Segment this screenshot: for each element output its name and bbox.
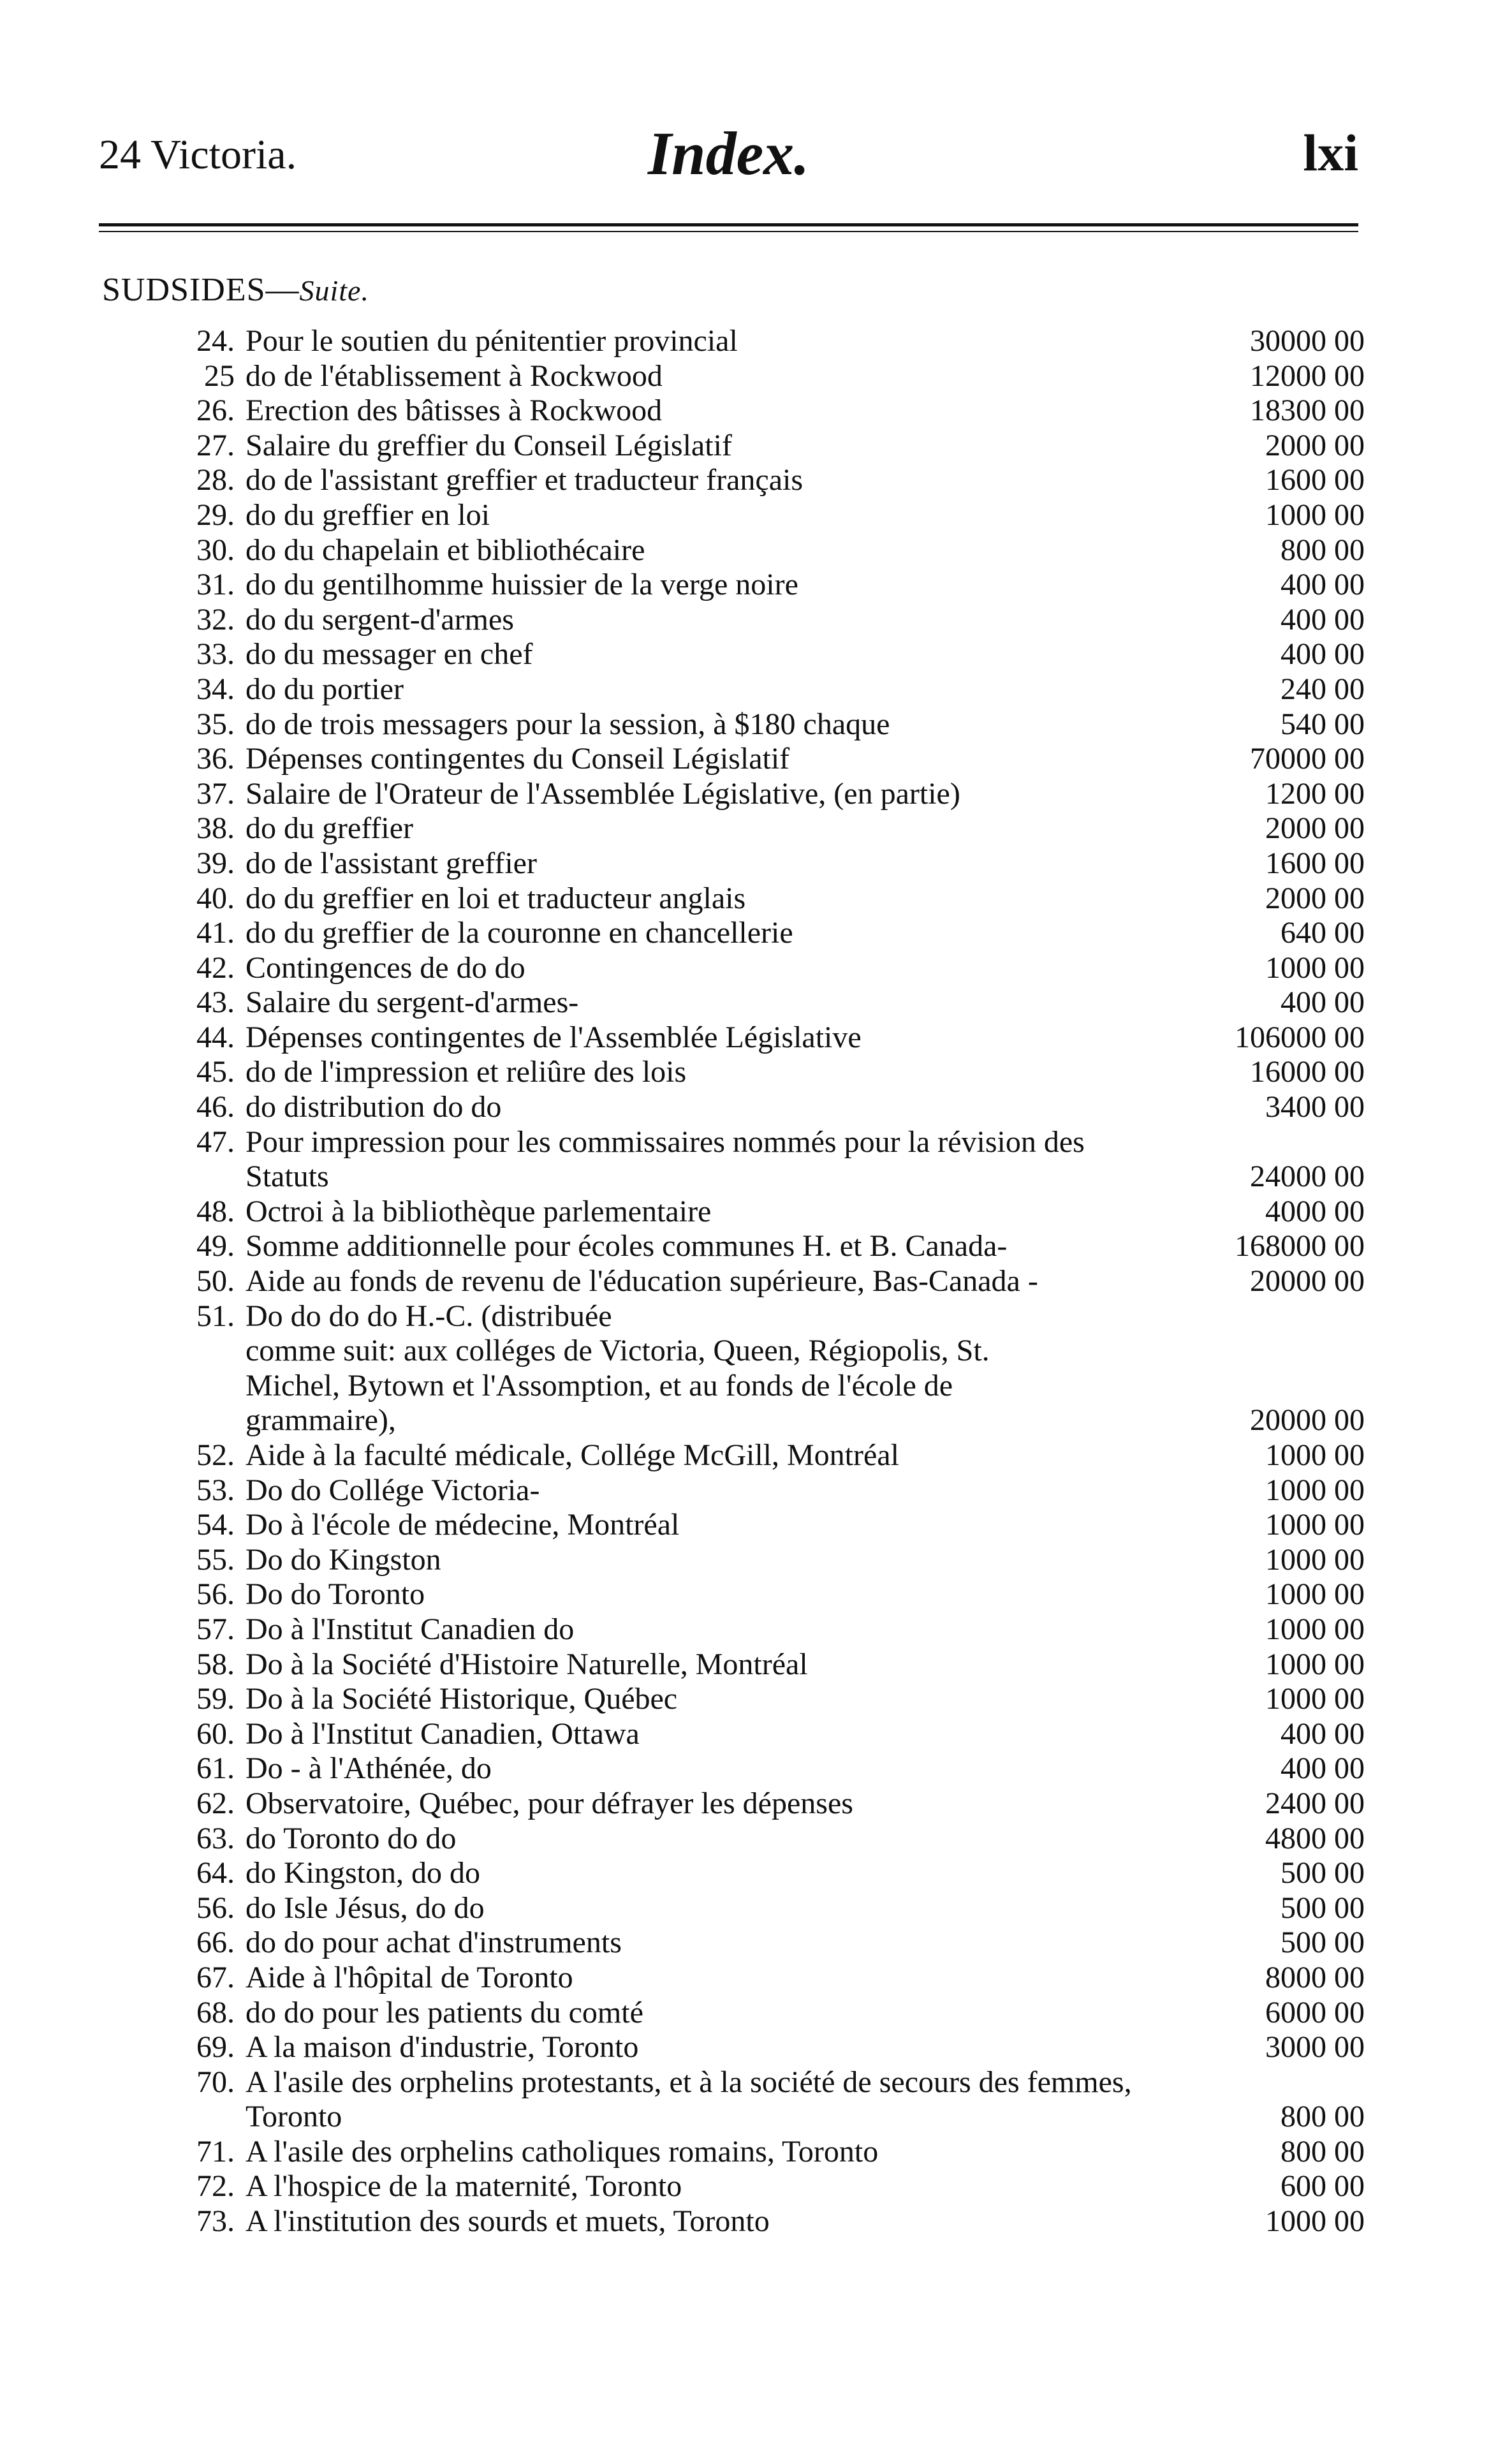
entry-row [0, 394, 1512, 429]
entry-number: 53. [196, 1473, 235, 1507]
entry-row [0, 2169, 1512, 2204]
entry-description: Michel, Bytown et l'Assomption, et au fonds de l'école de [246, 1368, 953, 1403]
entry-description: do Toronto do do [246, 1821, 457, 1855]
entry-amount: 4800 00 [1265, 1821, 1365, 1855]
entry-number: 56. [196, 1890, 235, 1925]
entry-amount: 20000 00 [1250, 1403, 1365, 1438]
entry-row [0, 1787, 1512, 1822]
entry-description: do du portier [246, 672, 404, 706]
entry-row [0, 1577, 1512, 1612]
entry-amount: 240 00 [1281, 672, 1365, 706]
entry-row [0, 359, 1512, 394]
entry-amount: 6000 00 [1265, 1995, 1365, 2030]
entry-amount: 2000 00 [1265, 881, 1365, 915]
entry-row [0, 1717, 1512, 1752]
entry-number: 33. [196, 637, 235, 672]
entry-number: 67. [196, 1960, 235, 1994]
entry-row [0, 568, 1512, 603]
entry-amount: 1600 00 [1265, 463, 1365, 497]
entry-amount: 640 00 [1281, 916, 1365, 950]
entry-description: Octroi à la bibliothèque parlementaire [246, 1194, 712, 1228]
entry-number: 24. [196, 324, 235, 358]
entry-description: Toronto [246, 2100, 342, 2134]
entry-amount: 1000 00 [1265, 1438, 1365, 1472]
entry-amount: 1000 00 [1265, 950, 1365, 985]
entry-amount: 400 00 [1281, 1716, 1365, 1751]
entry-row [0, 811, 1512, 846]
entry-row [0, 1369, 1512, 1404]
entry-row [0, 1160, 1512, 1195]
entry-description: do de trois messagers pour la session, à $180 chaque [246, 707, 890, 741]
entry-row [0, 1090, 1512, 1125]
entry-row [0, 951, 1512, 986]
entry-description: Do - à l'Athénée, do [246, 1751, 492, 1786]
entry-amount: 800 00 [1281, 2100, 1365, 2134]
entry-number: 41. [196, 916, 235, 950]
entry-number: 55. [196, 1542, 235, 1577]
entry-number: 70. [196, 2065, 235, 2099]
entry-description: do distribution do do [246, 1090, 502, 1124]
entry-number: 68. [196, 1995, 235, 2030]
entry-row [0, 637, 1512, 672]
entry-amount: 3400 00 [1265, 1090, 1365, 1124]
entry-row [0, 777, 1512, 812]
entry-row [0, 1125, 1512, 1160]
entry-amount: 168000 00 [1235, 1229, 1365, 1264]
entry-row [0, 2135, 1512, 2170]
entry-description: Salaire du sergent-d'armes- [246, 985, 579, 1020]
section-heading [102, 271, 369, 309]
entry-description: do du greffier [246, 811, 414, 846]
entry-amount: 400 00 [1281, 1751, 1365, 1786]
entry-description: A l'hospice de la maternité, Toronto [246, 2169, 682, 2204]
entry-description: Do à l'Institut Canadien do [246, 1612, 575, 1646]
entry-row [0, 324, 1512, 359]
entry-row [0, 1473, 1512, 1508]
entry-row [0, 1647, 1512, 1683]
entry-row [0, 1020, 1512, 1056]
entry-amount: 1600 00 [1265, 846, 1365, 880]
entry-number: 27. [196, 428, 235, 462]
entry-row [0, 846, 1512, 881]
entry-amount: 1000 00 [1265, 1542, 1365, 1577]
entry-number: 37. [196, 776, 235, 811]
entry-number: 34. [196, 672, 235, 706]
entry-number: 30. [196, 533, 235, 567]
entry-description: Aide à l'hôpital de Toronto [246, 1960, 573, 1994]
entry-amount: 1000 00 [1265, 1612, 1365, 1646]
entry-row [0, 1438, 1512, 1473]
entry-description: do de l'impression et reliûre des lois [246, 1055, 687, 1089]
entry-description: do de l'assistant greffier [246, 846, 537, 880]
entry-number: 39. [196, 846, 235, 880]
entry-amount: 1000 00 [1265, 1682, 1365, 1716]
entry-amount: 500 00 [1281, 1926, 1365, 1960]
entry-row [0, 1195, 1512, 1230]
entry-description: Do à l'école de médecine, Montréal [246, 1508, 680, 1542]
entry-number: 64. [196, 1856, 235, 1890]
entry-row [0, 1891, 1512, 1926]
entry-amount: 400 00 [1281, 568, 1365, 602]
entry-description: comme suit: aux colléges de Victoria, Queen, Régiopolis, St. [246, 1334, 990, 1368]
entry-row [0, 498, 1512, 533]
entry-row [0, 1508, 1512, 1543]
entry-description: Salaire de l'Orateur de l'Assemblée Législative, (en partie) [246, 776, 960, 811]
entry-number: 60. [196, 1716, 235, 1751]
entry-description: do du greffier de la couronne en chancellerie [246, 916, 793, 950]
running-head-left: 24 Victoria. [99, 131, 297, 178]
entry-description: Do do Collége Victoria- [246, 1473, 540, 1507]
entry-amount: 400 00 [1281, 602, 1365, 637]
entry-description: Salaire du greffier du Conseil Législatif [246, 428, 732, 462]
entry-description: do do pour les patients du comté [246, 1995, 643, 2030]
entry-amount: 1000 00 [1265, 1577, 1365, 1612]
entry-row [0, 985, 1512, 1020]
entry-amount: 20000 00 [1250, 1264, 1365, 1299]
entry-number: 28. [196, 463, 235, 497]
entry-description: Pour le soutien du pénitentier provincial [246, 324, 738, 358]
entry-description: A l'asile des orphelins protestants, et à la société de secours des femmes, [246, 2065, 1132, 2099]
entry-row [0, 1264, 1512, 1299]
entry-amount: 600 00 [1281, 2169, 1365, 2204]
entry-description: do de l'assistant greffier et traducteur français [246, 463, 804, 497]
entry-row [0, 1403, 1512, 1438]
entry-description: do de l'établissement à Rockwood [246, 358, 663, 393]
entry-description: Aide au fonds de revenu de l'éducation supérieure, Bas-Canada - [246, 1264, 1038, 1299]
entry-description: A l'institution des sourds et muets, Toronto [246, 2204, 770, 2239]
entry-row [0, 429, 1512, 464]
entry-amount: 500 00 [1281, 1890, 1365, 1925]
entry-number: 38. [196, 811, 235, 846]
entry-description: Do do Toronto [246, 1577, 425, 1612]
entry-description: Statuts [246, 1160, 329, 1194]
entry-row [0, 1822, 1512, 1857]
entry-amount: 800 00 [1281, 533, 1365, 567]
entry-number: 47. [196, 1124, 235, 1159]
entry-list [0, 324, 1512, 2239]
entry-number: 52. [196, 1438, 235, 1472]
entry-number: 59. [196, 1682, 235, 1716]
entry-amount: 18300 00 [1250, 394, 1365, 428]
entry-number: 57. [196, 1612, 235, 1646]
entry-number: 58. [196, 1647, 235, 1681]
entry-row [0, 1229, 1512, 1264]
entry-number: 40. [196, 881, 235, 915]
entry-row [0, 463, 1512, 498]
entry-description: do du greffier en loi et traducteur anglais [246, 881, 746, 915]
entry-number: 44. [196, 1020, 235, 1054]
entry-description: do du sergent-d'armes [246, 602, 514, 637]
entry-description: Observatoire, Québec, pour défrayer les dépenses [246, 1786, 853, 1820]
entry-description: Do do do do H.-C. (distribuée [246, 1299, 612, 1333]
entry-row [0, 1543, 1512, 1578]
entry-amount: 106000 00 [1235, 1020, 1365, 1054]
header-rule-thick [99, 223, 1358, 226]
entry-number: 26. [196, 394, 235, 428]
entry-description: do Isle Jésus, do do [246, 1890, 485, 1925]
entry-number: 45. [196, 1055, 235, 1089]
entry-row [0, 533, 1512, 568]
entry-description: Do à la Société Historique, Québec [246, 1682, 678, 1716]
entry-number: 71. [196, 2134, 235, 2169]
entry-description: Erection des bâtisses à Rockwood [246, 394, 663, 428]
entry-row [0, 1334, 1512, 1369]
entry-amount: 3000 00 [1265, 2030, 1365, 2065]
entry-amount: 800 00 [1281, 2134, 1365, 2169]
entry-number: 49. [196, 1229, 235, 1264]
entry-description: Do à l'Institut Canadien, Ottawa [246, 1716, 640, 1751]
entry-description: Somme additionnelle pour écoles communes H. et B. Canada- [246, 1229, 1008, 1264]
entry-description: do du messager en chef [246, 637, 533, 672]
entry-amount: 1000 00 [1265, 1647, 1365, 1681]
entry-row [0, 1682, 1512, 1717]
entry-amount: 1000 00 [1265, 2204, 1365, 2239]
entry-number: 42. [196, 950, 235, 985]
entry-amount: 1000 00 [1265, 1508, 1365, 1542]
entry-number: 72. [196, 2169, 235, 2204]
entry-row [0, 672, 1512, 707]
running-head-title: Index. [647, 119, 810, 188]
entry-number: 36. [196, 742, 235, 776]
entry-number: 48. [196, 1194, 235, 1228]
entry-description: Dépenses contingentes de l'Assemblée Législative [246, 1020, 862, 1054]
entry-amount: 500 00 [1281, 1856, 1365, 1890]
entry-number: 50. [196, 1264, 235, 1299]
entry-description: do du greffier en loi [246, 497, 490, 532]
entry-row [0, 2204, 1512, 2239]
entry-number: 62. [196, 1786, 235, 1820]
section-title: SUDSIDES— [102, 272, 300, 308]
entry-amount: 400 00 [1281, 985, 1365, 1020]
entry-row [0, 1299, 1512, 1334]
entry-row [0, 1961, 1512, 1996]
entry-description: Contingences de do do [246, 950, 525, 985]
entry-row [0, 916, 1512, 951]
entry-row [0, 1996, 1512, 2031]
entry-number: 63. [196, 1821, 235, 1855]
entry-description: do du gentilhomme huissier de la verge noire [246, 568, 798, 602]
entry-number: 46. [196, 1090, 235, 1124]
entry-row [0, 707, 1512, 742]
entry-number: 51. [196, 1299, 235, 1333]
entry-number: 43. [196, 985, 235, 1020]
entry-number: 29. [196, 497, 235, 532]
section-suite: Suite. [299, 274, 369, 307]
entry-description: do do pour achat d'instruments [246, 1926, 622, 1960]
entry-row [0, 603, 1512, 638]
entry-amount: 30000 00 [1250, 324, 1365, 358]
entry-description: do du chapelain et bibliothécaire [246, 533, 645, 567]
page-header [99, 118, 1358, 188]
entry-amount: 1200 00 [1265, 776, 1365, 811]
entry-number: 73. [196, 2204, 235, 2239]
entry-row [0, 1055, 1512, 1090]
entry-row [0, 1751, 1512, 1787]
entry-row [0, 2100, 1512, 2135]
entry-description: Dépenses contingentes du Conseil Législatif [246, 742, 790, 776]
entry-row [0, 1926, 1512, 1961]
entry-amount: 400 00 [1281, 637, 1365, 672]
entry-row [0, 1856, 1512, 1891]
entry-number: 54. [196, 1508, 235, 1542]
entry-amount: 1000 00 [1265, 1473, 1365, 1507]
entry-row [0, 881, 1512, 917]
entry-row [0, 2030, 1512, 2065]
entry-row [0, 1612, 1512, 1647]
entry-amount: 1000 00 [1265, 497, 1365, 532]
entry-number: 31. [196, 568, 235, 602]
entry-amount: 16000 00 [1250, 1055, 1365, 1089]
entry-description: Do do Kingston [246, 1542, 441, 1577]
entry-number: 32. [196, 602, 235, 637]
entry-amount: 8000 00 [1265, 1960, 1365, 1994]
entry-amount: 24000 00 [1250, 1160, 1365, 1194]
entry-amount: 540 00 [1281, 707, 1365, 741]
entry-amount: 2000 00 [1265, 811, 1365, 846]
entry-amount: 12000 00 [1250, 358, 1365, 393]
entry-amount: 2400 00 [1265, 1786, 1365, 1820]
entry-number: 61. [196, 1751, 235, 1786]
entry-number: 69. [196, 2030, 235, 2065]
entry-description: A l'asile des orphelins catholiques romains, Toronto [246, 2134, 879, 2169]
entry-row [0, 2065, 1512, 2100]
entry-description: Do à la Société d'Histoire Naturelle, Montréal [246, 1647, 808, 1681]
entry-number: 56. [196, 1577, 235, 1612]
entry-description: Pour impression pour les commissaires nommés pour la révision des [246, 1124, 1085, 1159]
entry-number: 66. [196, 1926, 235, 1960]
page-number: lxi [1303, 124, 1358, 182]
entry-row [0, 742, 1512, 777]
entry-description: do Kingston, do do [246, 1856, 481, 1890]
entry-description: A la maison d'industrie, Toronto [246, 2030, 639, 2065]
entry-description: Aide à la faculté médicale, Collége McGill, Montréal [246, 1438, 899, 1472]
entry-number: 25 [204, 358, 235, 393]
entry-number: 35. [196, 707, 235, 741]
entry-amount: 4000 00 [1265, 1194, 1365, 1228]
entry-description: grammaire), [246, 1403, 396, 1438]
entry-amount: 2000 00 [1265, 428, 1365, 462]
entry-amount: 70000 00 [1250, 742, 1365, 776]
header-rule-thin [99, 231, 1358, 232]
